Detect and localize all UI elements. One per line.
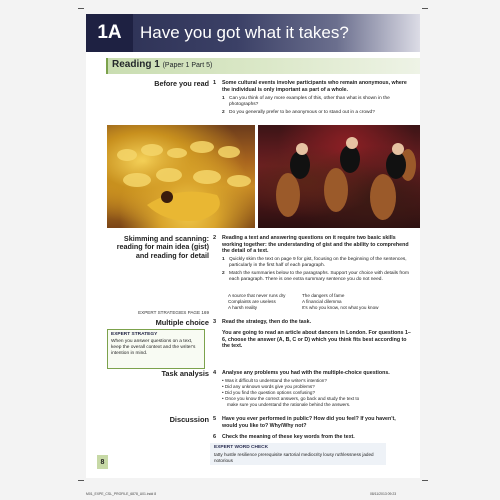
multiple-choice-label: Multiple choice [155, 318, 209, 327]
expert-strategies-link[interactable]: EXPERT STRATEGIES PAGE 169 [138, 310, 209, 315]
discussion-label: Discussion [169, 415, 209, 424]
summary-item: Complaints are useless [228, 299, 276, 305]
skimming-label: Skimming and scanning: reading for main idea (gist) and reading for detail [116, 234, 209, 260]
exercise-1-q1: Can you think of any more examples of this, other than what is shown in the photographs? [229, 96, 390, 108]
exercise-6-number: 6 [213, 434, 217, 440]
exercise-6-text: Check the meaning of these key words from the text. [222, 434, 355, 440]
exercise-1-q1-number: 1 [222, 96, 225, 101]
crop-mark [422, 480, 428, 481]
exercise-1-q2: Do you generally prefer to be anonymous or to stand out in a crowd? [229, 110, 375, 115]
exercise-2-number: 2 [213, 235, 217, 241]
exercise-2-q2: Match the summaries below to the paragraphs. Support your choice with details from each paragraph. There is one extra summary sentence you do not need. [229, 271, 409, 283]
word-check-heading: EXPERT WORD CHECK [214, 445, 269, 450]
summary-item: A source that never runs dry [228, 293, 286, 298]
expert-strategy-text: When you answer questions on a text, keep the overall context and the writer's intention in mind. [111, 339, 196, 357]
crop-mark [78, 8, 84, 9]
cellists-illustration [258, 125, 420, 228]
summary-item: The dangers of fame [302, 293, 345, 298]
exercise-2-q1: Quickly skim the text on page 9 for gist, focusing on the beginning of the sentences, particularly in the first half of each paragraph. [229, 257, 407, 269]
page-number: 8 [97, 455, 108, 469]
exercise-4-number: 4 [213, 370, 217, 376]
exercise-1-intro: Some cultural events involve participants who remain anonymous, where the individual is only important as part of a whole. [222, 80, 407, 93]
bullet-item: • Did you find the question options confusing? [222, 390, 316, 395]
bullet-item: • Was it difficult to understand the writer's intention? [222, 378, 327, 383]
expert-strategy-heading: EXPERT STRATEGY [111, 332, 158, 337]
summary-item: It's who you know, not what you know [302, 305, 379, 311]
footer-file-info: M01_EXPE_CSL_PROFILE_6878_U01.indd 8 [86, 492, 157, 496]
exercise-5-text: Have you ever performed in public? How did you feel? If you haven't, would you like to? Why/Why not? [222, 416, 396, 429]
crop-mark [422, 8, 428, 9]
task-analysis-bullets [222, 378, 359, 408]
exercise-3-number: 3 [213, 319, 217, 325]
before-you-read-label: Before you read [154, 79, 209, 88]
exercise-3-task: You are going to read an article about dancers in London. For questions 1–6, choose the answer (A, B, C or D) which you think fits best according to the text. [222, 330, 411, 350]
word-check-list: tatty hustle resilience prerequisite sartorial mediocrity lousy ruthlessness jaded notorious [214, 452, 374, 464]
section-title-text: Reading 1 [112, 59, 160, 70]
summaries-left [228, 293, 285, 311]
crop-mark [78, 480, 84, 481]
unit-number: 1A [86, 14, 133, 52]
exercise-1-q2-number: 2 [222, 110, 225, 115]
exercise-1-number: 1 [213, 80, 217, 86]
summaries-right [302, 293, 378, 311]
exercise-2-intro: Reading a text and answering questions on it require two basic skills working together: the understanding of gist and the ability to comprehend the detail of a text. [222, 235, 409, 255]
section-subtitle: (Paper 1 Part 5) [162, 62, 213, 69]
bullet-item: • Once you know the correct answers, go back and study the text to [222, 396, 360, 401]
section-title [112, 59, 212, 70]
photo-dancers [107, 125, 255, 228]
unit-title: Have you got what it takes? [140, 23, 349, 42]
dancers-illustration [107, 125, 255, 228]
footer-timestamp: 08/11/2013 09:23 [370, 492, 397, 496]
exercise-5-number: 5 [213, 416, 217, 422]
summary-item: A harsh reality [228, 305, 258, 311]
exercise-4-intro: Analyse any problems you had with the multiple-choice questions. [222, 370, 390, 376]
summary-item: A financial dilemma [302, 299, 342, 305]
exercise-3-intro: Read the strategy, then do the task. [222, 319, 312, 325]
exercise-2-q2-number: 2 [222, 271, 225, 276]
bullet-item: • Did any unknown words give you problems? [222, 384, 315, 389]
exercise-2-q1-number: 1 [222, 257, 225, 262]
photo-cellists [258, 125, 420, 228]
bullet-item: make sure you understand the rationale behind the answers. [227, 402, 351, 407]
task-analysis-label: Task analysis [161, 369, 209, 378]
